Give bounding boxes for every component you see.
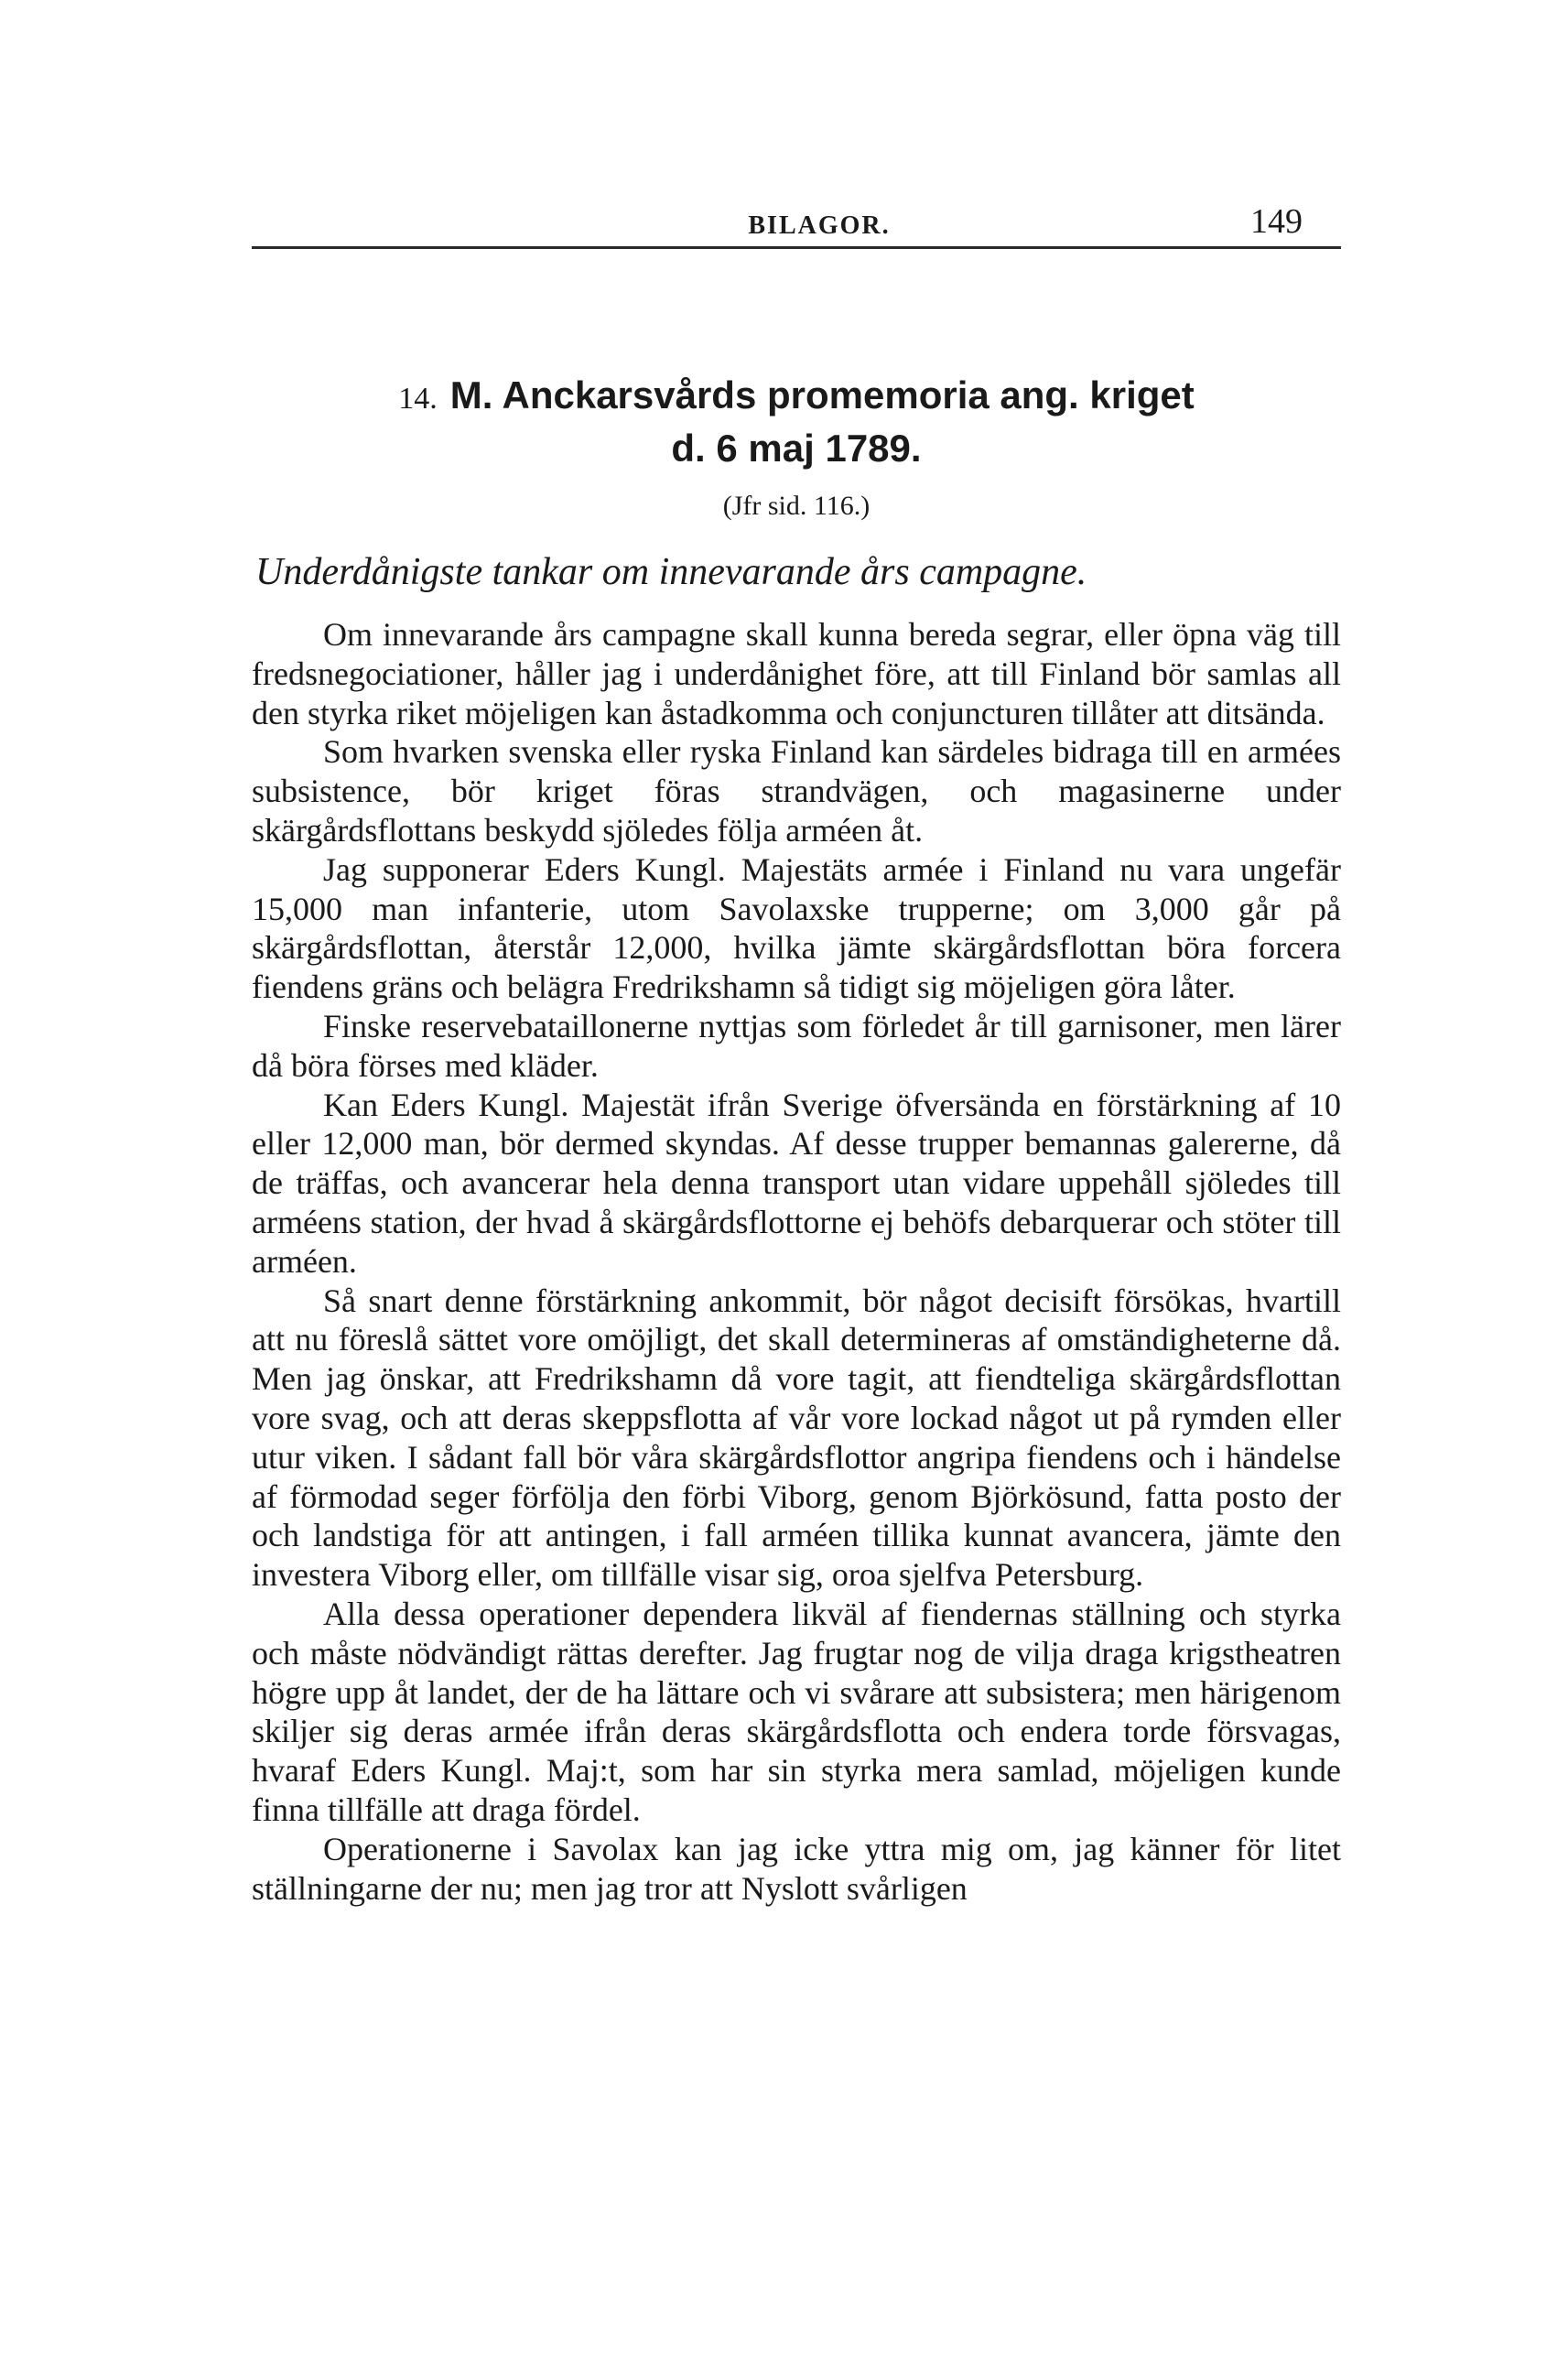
- paragraph: Kan Eders Kungl. Majestät ifrån Sverige öfversända en förstärkning af 10 eller 12,000 man, bör dermed skyndas. Af desse trupper bemannas galererne, då de träffas, och avancerar hela denna transport utan vidare uppehåll sjöledes till arméens station, der hvad å skärgårdsflottorne ej behöfs debarquerar och stöter till arméen.: [252, 1086, 1341, 1280]
- paragraph: Operationerne i Savolax kan jag icke yttra mig om, jag känner för litet ställningarne der nu; men jag tror att Nyslott svårligen: [252, 1830, 1341, 1907]
- section-number: 14.: [398, 382, 438, 416]
- section-title: [252, 371, 1341, 424]
- section-title-line1: M. Anckarsvårds promemoria ang. kriget: [449, 373, 1195, 416]
- document-subtitle: Underdånigste tankar om innevarande års campagne.: [255, 551, 1087, 593]
- page-header: [252, 204, 1341, 249]
- paragraph: Alla dessa operationer dependera likväl af fiendernas ställning och styrka och måste nödvändigt rättas derefter. Jag frugtar nog de vilja draga krigstheatren högre upp åt landet, der de ha lättare och vi svårare att subsistera; men härigenom skiljer sig deras armée ifrån deras skärgårdsflotta och endera torde försvagas, hvaraf Eders Kungl. Maj:t, som har sin styrka mera samlad, möjeligen kunde finna tillfälle att draga fördel.: [252, 1595, 1341, 1828]
- body-text: [252, 615, 1341, 1908]
- cross-reference: (Jfr sid. 116.): [722, 491, 871, 521]
- paragraph: Som hvarken svenska eller ryska Finland kan särdeles bidraga till en armées subsistence, bör kriget föras strandvägen, och magasinerne under skärgårdsflottans beskydd sjöledes följa arméen åt.: [252, 733, 1341, 849]
- section-heading: [252, 371, 1341, 598]
- paragraph: Så snart denne förstärkning ankommit, bör något decisift försökas, hvartill att nu föreslå sättet vore omöjligt, det skall determineras af omständigheterne då. Men jag önskar, att Fredrikshamn då vore tagit, att fiendteliga skärgårdsflottan vore svag, och att deras skeppsflotta af vår vore lockad något ut på rymden eller utur viken. I sådant fall bör våra skärgårdsflottor angripa fiendens och i händelse af förmodad seger förfölja den förbi Viborg, genom Björkösund, fatta posto der och landstiga för att antingen, i fall arméen tillika kunnat avancera, jämte den investera Viborg eller, om tillfälle visar sig, oroa sjelfva Petersburg.: [252, 1282, 1341, 1594]
- paragraph: Finske reservebataillonerne nyttjas som förledet år till garnisoner, men lärer då böra förses med kläder.: [252, 1007, 1341, 1084]
- running-head: BILAGOR.: [748, 211, 891, 240]
- paragraph: Om innevarande års campagne skall kunna bereda segrar, eller öpna väg till fredsnegociationer, håller jag i underdånighet före, att till Finland bör samlas all den styrka riket möjeligen kan åstadkomma och conjuncturen tillåter att ditsända.: [252, 616, 1341, 731]
- section-title-line2: d. 6 maj 1789.: [671, 427, 922, 470]
- paragraph: Jag supponerar Eders Kungl. Majestäts armée i Finland nu vara ungefär 15,000 man infanterie, utom Savolaxske trupperne; om 3,000 går på skärgårdsflottan, återstår 12,000, hvilka jämte skärgårdsflottan böra forcera fiendens gräns och belägra Fredrikshamn så tidigt sig möjeligen göra låter.: [252, 850, 1341, 1006]
- page-number: 149: [1250, 202, 1303, 241]
